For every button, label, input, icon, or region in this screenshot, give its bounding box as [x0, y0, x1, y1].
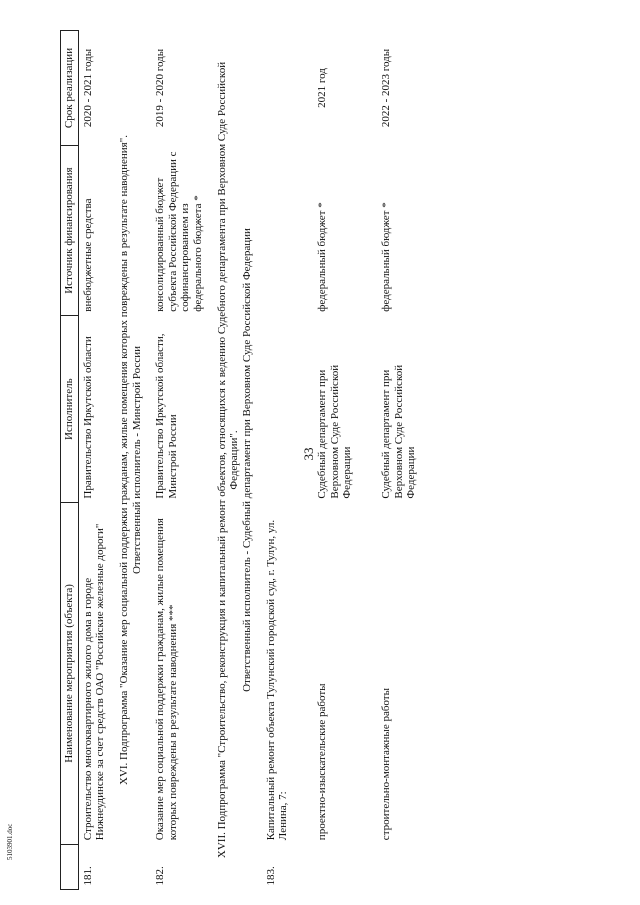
program-table: [60, 30, 421, 890]
table-row: [313, 31, 357, 890]
row-source: внебюджетные средства: [81, 198, 94, 312]
row-executor: Правительство Иркутской области, Минстрой России: [154, 333, 179, 499]
row-source: консолидированный бюджет субъекта Российской Федерации с софинансированием из федерального бюджета *: [154, 151, 205, 312]
row-name: проектно-изыскательские работы: [315, 683, 328, 841]
row-executor: Правительство Иркутской области: [81, 336, 94, 499]
row-term: 2020 - 2021 годы: [81, 48, 94, 128]
row-number: [377, 844, 421, 889]
row-name: Строительство многоквартирного жилого дома в городе Нижнеудинске за счет средств ОАО "Российские железные дороги": [81, 523, 107, 841]
section-responsible: Ответственный исполнитель - Судебный департамент при Верховном Суде Российской Федерации: [241, 228, 254, 692]
header-term: Срок реализации: [61, 31, 79, 146]
row-executor: Судебный департамент при Верховном Суде Российской Федерации: [315, 364, 354, 499]
row-number: 183.: [264, 866, 277, 886]
section-title: XVI. Подпрограмма "Оказание мер социальной поддержки гражданам, жилые помещения которых повреждены в результате наводнения".: [117, 135, 130, 785]
row-term: 2022 - 2023 годы: [379, 48, 392, 128]
rotated-table-sheet: [60, 30, 640, 890]
table-row: [151, 31, 208, 890]
spacer-row: [293, 31, 313, 890]
row-name: Оказание мер социальной поддержки гражданам, жилые помещения которых повреждены в результате наводнения ***: [154, 518, 179, 841]
row-number: 181.: [81, 866, 94, 886]
header-source: Источник финансирования: [61, 146, 79, 316]
table-header-row: [61, 31, 79, 890]
spacer-row: [357, 31, 377, 890]
row-number: 182.: [154, 866, 167, 886]
row-source: федеральный бюджет *: [315, 202, 328, 312]
table-row: [78, 31, 110, 890]
row-executor: Судебный департамент при Верховном Суде Российской Федерации: [379, 364, 418, 499]
row-name: Капитальный ремонт объекта Тулунский городской суд, г. Тулун, ул. Ленина, 7:: [264, 519, 290, 841]
row-name: строительно-монтажные работы: [379, 688, 392, 841]
row-term: [262, 31, 293, 146]
header-number: [61, 844, 79, 889]
row-term: 2021 год: [315, 68, 328, 108]
page-number: 33: [301, 447, 316, 461]
row-source: [262, 146, 293, 316]
document-id: 5103901.doc: [6, 823, 14, 860]
row-number: [313, 844, 357, 889]
row-executor: [262, 316, 293, 503]
table-row: [377, 31, 421, 890]
row-source: федеральный бюджет *: [379, 202, 392, 312]
section-title: XVII. Подпрограмма "Строительство, реконструкция и капитальный ремонт объектов, относящихся к ведению Судебного департамента при Верховном Суде Российской Федерации".: [215, 61, 241, 859]
row-term: 2019 - 2020 годы: [154, 48, 167, 128]
header-name: Наименование мероприятия (объекта): [61, 503, 79, 845]
section-heading-xvi: [110, 31, 151, 890]
section-responsible: Ответственный исполнитель - Минстрой России: [130, 346, 143, 575]
section-heading-xvii: [208, 31, 262, 890]
table-row: [262, 31, 293, 890]
header-executor: Исполнитель: [61, 316, 79, 503]
